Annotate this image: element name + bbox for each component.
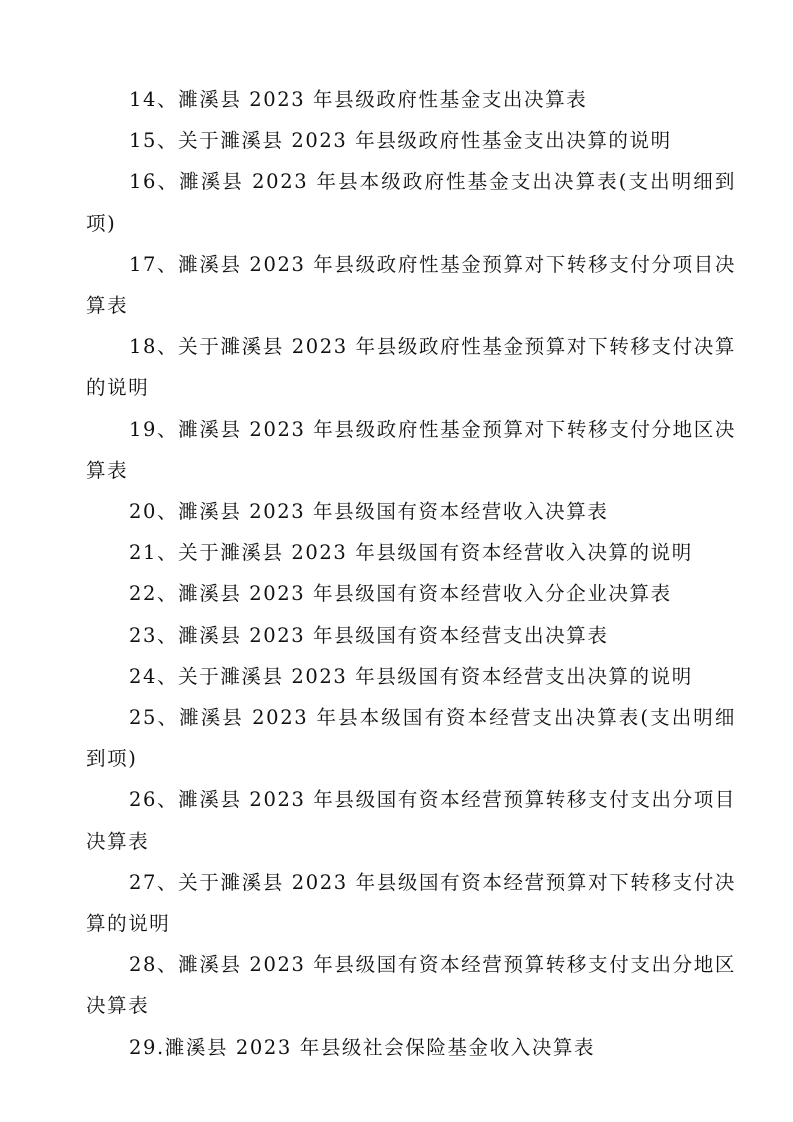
list-item: 15、关于濉溪县 2023 年县级政府性基金支出决算的说明 — [129, 129, 672, 153]
list-item: 17、濉溪县 2023 年县级政府性基金预算对下转移支付分项目决算表 — [86, 252, 736, 318]
list-item: 27、关于濉溪县 2023 年县级国有资本经营预算对下转移支付决算的说明 — [86, 870, 736, 936]
list-item: 29.濉溪县 2023 年县级社会保险基金收入决算表 — [129, 1035, 596, 1059]
list-item: 23、濉溪县 2023 年县级国有资本经营支出决算表 — [129, 623, 609, 647]
report-list — [86, 79, 736, 1068]
list-item: 26、濉溪县 2023 年县级国有资本经营预算转移支付支出分项目决算表 — [86, 788, 736, 853]
list-item: 25、濉溪县 2023 年县本级国有资本经营支出决算表(支出明细到项) — [86, 706, 736, 771]
list-item: 19、濉溪县 2023 年县级政府性基金预算对下转移支付分地区决算表 — [86, 417, 736, 482]
list-item: 28、濉溪县 2023 年县级国有资本经营预算转移支付支出分地区决算表 — [86, 953, 736, 1018]
list-item: 22、濉溪县 2023 年县级国有资本经营收入分企业决算表 — [129, 582, 672, 606]
list-item: 14、濉溪县 2023 年县级政府性基金支出决算表 — [129, 88, 588, 111]
list-item: 21、关于濉溪县 2023 年县级国有资本经营收入决算的说明 — [129, 541, 693, 565]
list-item: 24、关于濉溪县 2023 年县级国有资本经营支出决算的说明 — [129, 664, 693, 688]
list-item: 20、濉溪县 2023 年县级国有资本经营收入决算表 — [129, 500, 609, 524]
list-item: 16、濉溪县 2023 年县本级政府性基金支出决算表(支出明细到项) — [86, 170, 736, 235]
list-item: 18、关于濉溪县 2023 年县级政府性基金预算对下转移支付决算的说明 — [86, 335, 736, 400]
